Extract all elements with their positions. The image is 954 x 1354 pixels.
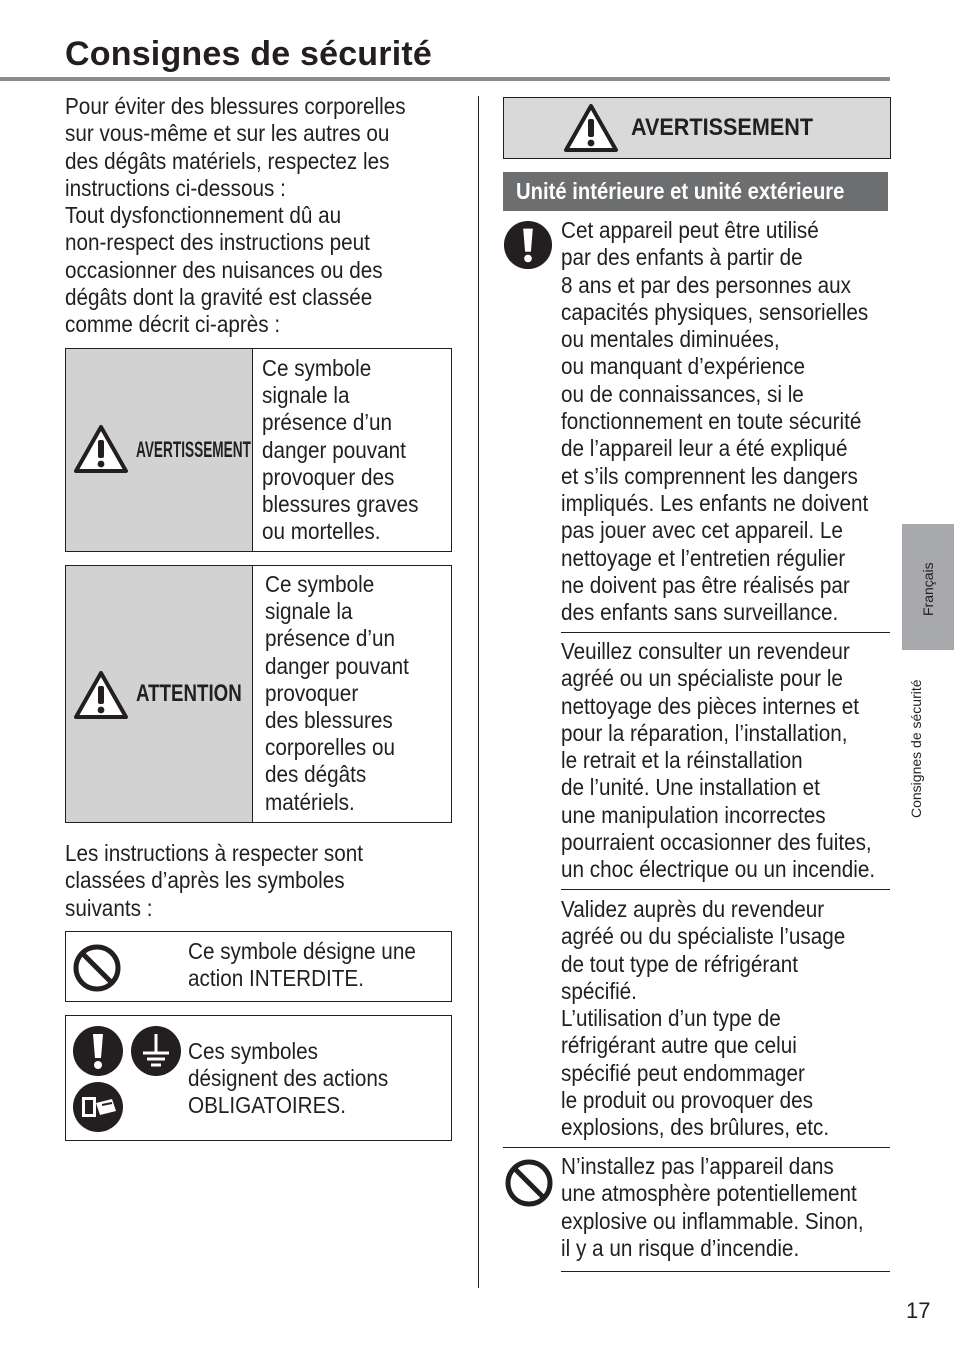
mandatory-legend-text: Ces symboles désignent des actions OBLIGATOIRES. [188, 1038, 389, 1119]
section-title: Unité intérieure et unité extérieure [516, 178, 845, 204]
side-section-label: Consignes de sécurité [908, 679, 924, 818]
page-title: Consignes de sécurité [65, 35, 432, 73]
mandatory-legend-box [65, 1015, 452, 1141]
mandatory-exclamation-icon [72, 1025, 124, 1077]
prohibited-legend-box [65, 931, 452, 1002]
warning-legend-symbol-cell [66, 349, 253, 551]
mandatory-exclamation-icon [503, 220, 553, 270]
warning-header-label: AVERTISSEMENT [631, 114, 814, 141]
warning-item-service: Veuillez consulter un revendeur agréé ou un spécialiste pour le nettoyage des pièces internes et pour la réparation, l’installation, le retrait et la réinstallation de l’unité. Une installation et une manipulation incorrectes pourraient occasionner des fuites, un choc électrique ou un incendie. [561, 638, 876, 883]
caution-legend-text: Ce symbole signale la présence d’un danger pouvant provoquer des blessures corporelles ou des dégâts matériels. [265, 571, 409, 815]
warning-item-children: Cet appareil peut être utilisé par des enfants à partir de 8 ans et par des personnes aux capacités physiques, sensorielles ou mentales diminuées, ou manquant d’expérience ou de connaissances, si le fonctionnement en toute sécurité de l’appareil leur a été expliqué et s’ils comprennent les dangers impliqués. Les enfants ne doivent pas jouer avec cet appareil. Le nettoyage et l’entretien régulier ne doivent pas être réalisés par des enfants sans surveillance. [561, 217, 869, 626]
intro-paragraph: Pour éviter des blessures corporelles sur vous-même et sur les autres ou des dégâts matériels, respectez les instructions ci-dessous : Tout dysfonctionnement dû au non-respect des instructions peut occasionner des nuisances ou des dégâts dont la gravité est classée comme décrit ci-après : [65, 93, 406, 338]
caution-legend-box [65, 565, 452, 823]
prohibited-icon [71, 942, 123, 994]
item-divider [561, 632, 890, 633]
caution-triangle-icon [72, 669, 130, 721]
title-rule [0, 77, 890, 81]
caution-label: ATTENTION [136, 680, 242, 707]
warning-header [503, 97, 891, 159]
warning-item-refrigerant: Validez auprès du revendeur agréé ou du spécialiste l’usage de tout type de réfrigérant spécifié. L’utilisation d’un type de réfrigérant autre que celui spécifié peut endommager le produit ou provoquer des explosions, des brûlures, etc. [561, 896, 846, 1141]
warning-triangle-icon [562, 102, 620, 154]
section-title-bar [503, 172, 888, 211]
item-divider [503, 1147, 890, 1148]
side-tab-language: Français [920, 562, 936, 616]
symbols-intro-paragraph: Les instructions à respecter sont classées d’après les symboles suivants : [65, 840, 363, 921]
warning-item-atmosphere: N’installez pas l’appareil dans une atmosphère potentiellement explosive ou inflammable. Sinon, il y a un risque d’incendie. [561, 1153, 864, 1261]
item-divider [561, 889, 890, 890]
warning-legend-box [65, 348, 452, 552]
prohibited-legend-text: Ce symbole désigne une action INTERDITE. [188, 938, 416, 992]
item-divider [561, 1271, 890, 1272]
caution-legend-symbol-cell [66, 566, 253, 822]
prohibited-icon [503, 1157, 555, 1209]
unplug-icon [72, 1081, 124, 1133]
ground-icon [130, 1025, 182, 1077]
page-number: 17 [906, 1298, 931, 1323]
language-side-tab [902, 524, 954, 650]
warning-legend-text: Ce symbole signale la présence d’un danger pouvant provoquer des blessures graves ou mortelles. [262, 355, 419, 545]
column-divider [478, 96, 479, 1288]
warning-triangle-icon [72, 423, 130, 475]
warning-label: AVERTISSEMENT [136, 437, 251, 462]
